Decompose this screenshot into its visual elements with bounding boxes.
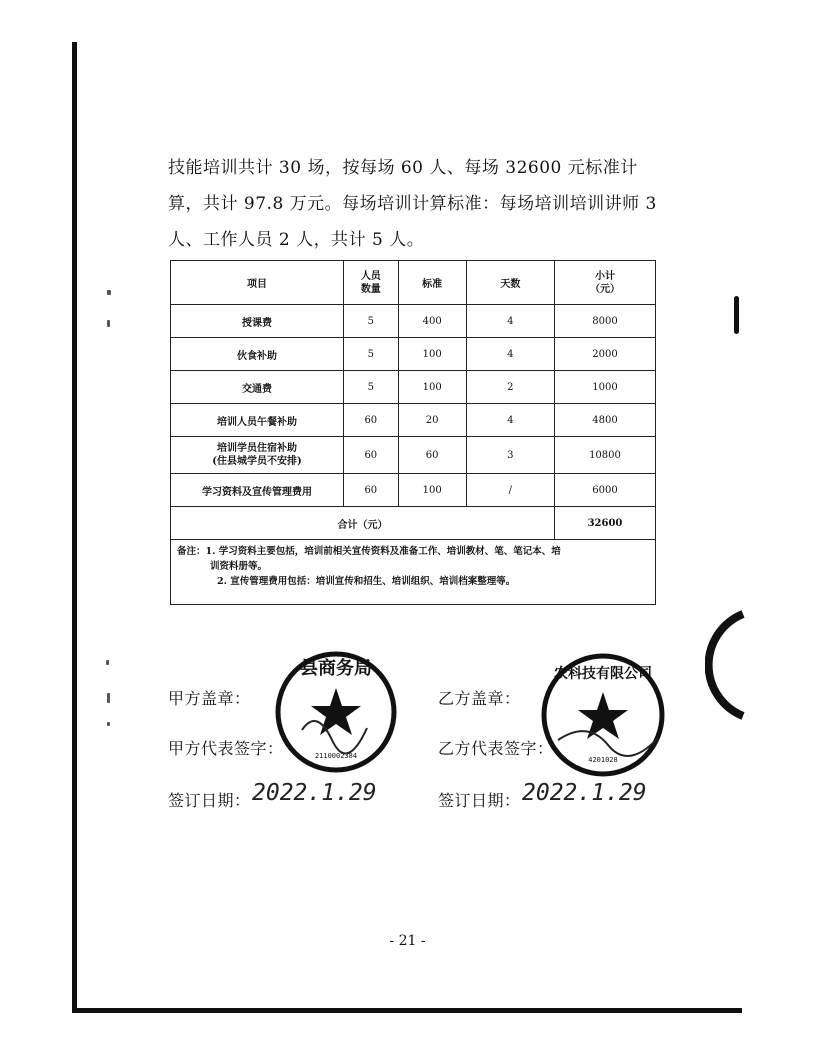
party-a-date-label: 签订日期： (168, 791, 251, 810)
cell-num: 60 (344, 437, 399, 474)
table-row (171, 305, 656, 338)
cell-subtotal: 10800 (554, 437, 655, 474)
intro-line: 人、工作人员 2 人，共计 5 人。 (168, 230, 425, 250)
party-a-seal-label: 甲方盖章： (168, 689, 251, 708)
scan-mark (734, 296, 739, 334)
intro-paragraph (168, 150, 668, 258)
cell-standard: 100 (398, 474, 466, 507)
seal-ring (709, 614, 743, 716)
party-b-seal-label: 乙方盖章： (438, 689, 521, 708)
cell-num: 5 (344, 305, 399, 338)
cell-item-line1: 培训学员住宿补助 (217, 443, 297, 454)
cell-item (171, 437, 344, 474)
cell-days: 4 (466, 404, 554, 437)
cell-standard: 400 (398, 305, 466, 338)
cell-item: 学习资料及宣传管理费用 (171, 474, 344, 507)
scan-bottom-border (72, 1008, 742, 1013)
scan-speck (107, 722, 110, 726)
scan-speck (107, 290, 111, 295)
partial-seal (705, 610, 745, 720)
seal-code: 2110002384 (314, 752, 358, 760)
party-a-date-handwritten: 2022.1.29 (252, 780, 377, 806)
header-num (344, 261, 399, 305)
note-line: 训资料册等。 (210, 561, 268, 572)
table-header-row (171, 261, 656, 305)
intro-line: 技能培训共计 30 场，按每场 60 人、每场 32600 元标准计 (168, 158, 638, 178)
note-line: 2. 宣传管理费用包括：培训宣传和招生、培训组织、培训档案整理等。 (217, 576, 516, 587)
cell-standard: 100 (398, 371, 466, 404)
scan-speck (107, 320, 110, 327)
cell-subtotal: 2000 (554, 338, 655, 371)
cell-item: 培训人员午餐补助 (171, 404, 344, 437)
cell-standard: 100 (398, 338, 466, 371)
cell-num: 60 (344, 404, 399, 437)
header-days: 天数 (466, 261, 554, 305)
notes-box (170, 538, 656, 605)
table-row (171, 437, 656, 474)
scan-speck (107, 693, 110, 703)
cell-subtotal: 1000 (554, 371, 655, 404)
cell-days: 2 (466, 371, 554, 404)
party-b-rep-label: 乙方代表签字： (438, 739, 554, 758)
scan-speck (106, 660, 109, 665)
cell-days: 3 (466, 437, 554, 474)
header-subtotal-line2: （元） (589, 283, 620, 295)
cell-num: 5 (344, 371, 399, 404)
party-b-date-label: 签订日期： (438, 791, 521, 810)
seal-star-icon (311, 688, 361, 735)
cell-item: 交通费 (171, 371, 344, 404)
header-item: 项目 (171, 261, 344, 305)
intro-line: 算，共计 97.8 万元。每场培训计算标准：每场培训培训讲师 3 (168, 194, 657, 214)
cell-standard: 20 (398, 404, 466, 437)
party-b-date-handwritten: 2022.1.29 (522, 780, 647, 806)
cell-days: 4 (466, 338, 554, 371)
seal-text: 农科技有限公司 (554, 666, 652, 682)
party-a-rep-label: 甲方代表签字： (168, 739, 284, 758)
signature-stroke (558, 731, 658, 756)
cell-standard: 60 (398, 437, 466, 474)
party-b-seal (538, 650, 668, 780)
header-num-line2: 数量 (360, 283, 381, 295)
table-row (171, 338, 656, 371)
header-subtotal-line1: 小计 (594, 270, 615, 282)
header-num-line1: 人员 (360, 270, 381, 282)
fee-table (170, 260, 656, 540)
cell-days: 4 (466, 305, 554, 338)
seal-code: 4201028 (588, 756, 618, 764)
party-a-seal (272, 648, 400, 776)
note-line: 备注：1. 学习资料主要包括，培训前相关宣传资料及准备工作、培训教材、笔、笔记本、培 (177, 546, 561, 557)
cell-item-line2: (住县城学员不安排) (212, 456, 302, 467)
total-value: 32600 (554, 507, 655, 540)
cell-subtotal: 6000 (554, 474, 655, 507)
table-total-row (171, 507, 656, 540)
cell-subtotal: 8000 (554, 305, 655, 338)
cell-num: 60 (344, 474, 399, 507)
signature-stroke (302, 721, 367, 753)
cell-item: 伙食补助 (171, 338, 344, 371)
header-subtotal (554, 261, 655, 305)
cell-days: / (466, 474, 554, 507)
scan-left-border (72, 42, 77, 1012)
cell-item: 授课费 (171, 305, 344, 338)
table-row (171, 404, 656, 437)
total-label: 合计（元） (171, 507, 555, 540)
table-row (171, 474, 656, 507)
cell-subtotal: 4800 (554, 404, 655, 437)
header-standard: 标准 (398, 261, 466, 305)
cell-num: 5 (344, 338, 399, 371)
table-row (171, 371, 656, 404)
seal-text: 县商务局 (300, 658, 372, 679)
page-number: - 21 - (389, 933, 426, 949)
